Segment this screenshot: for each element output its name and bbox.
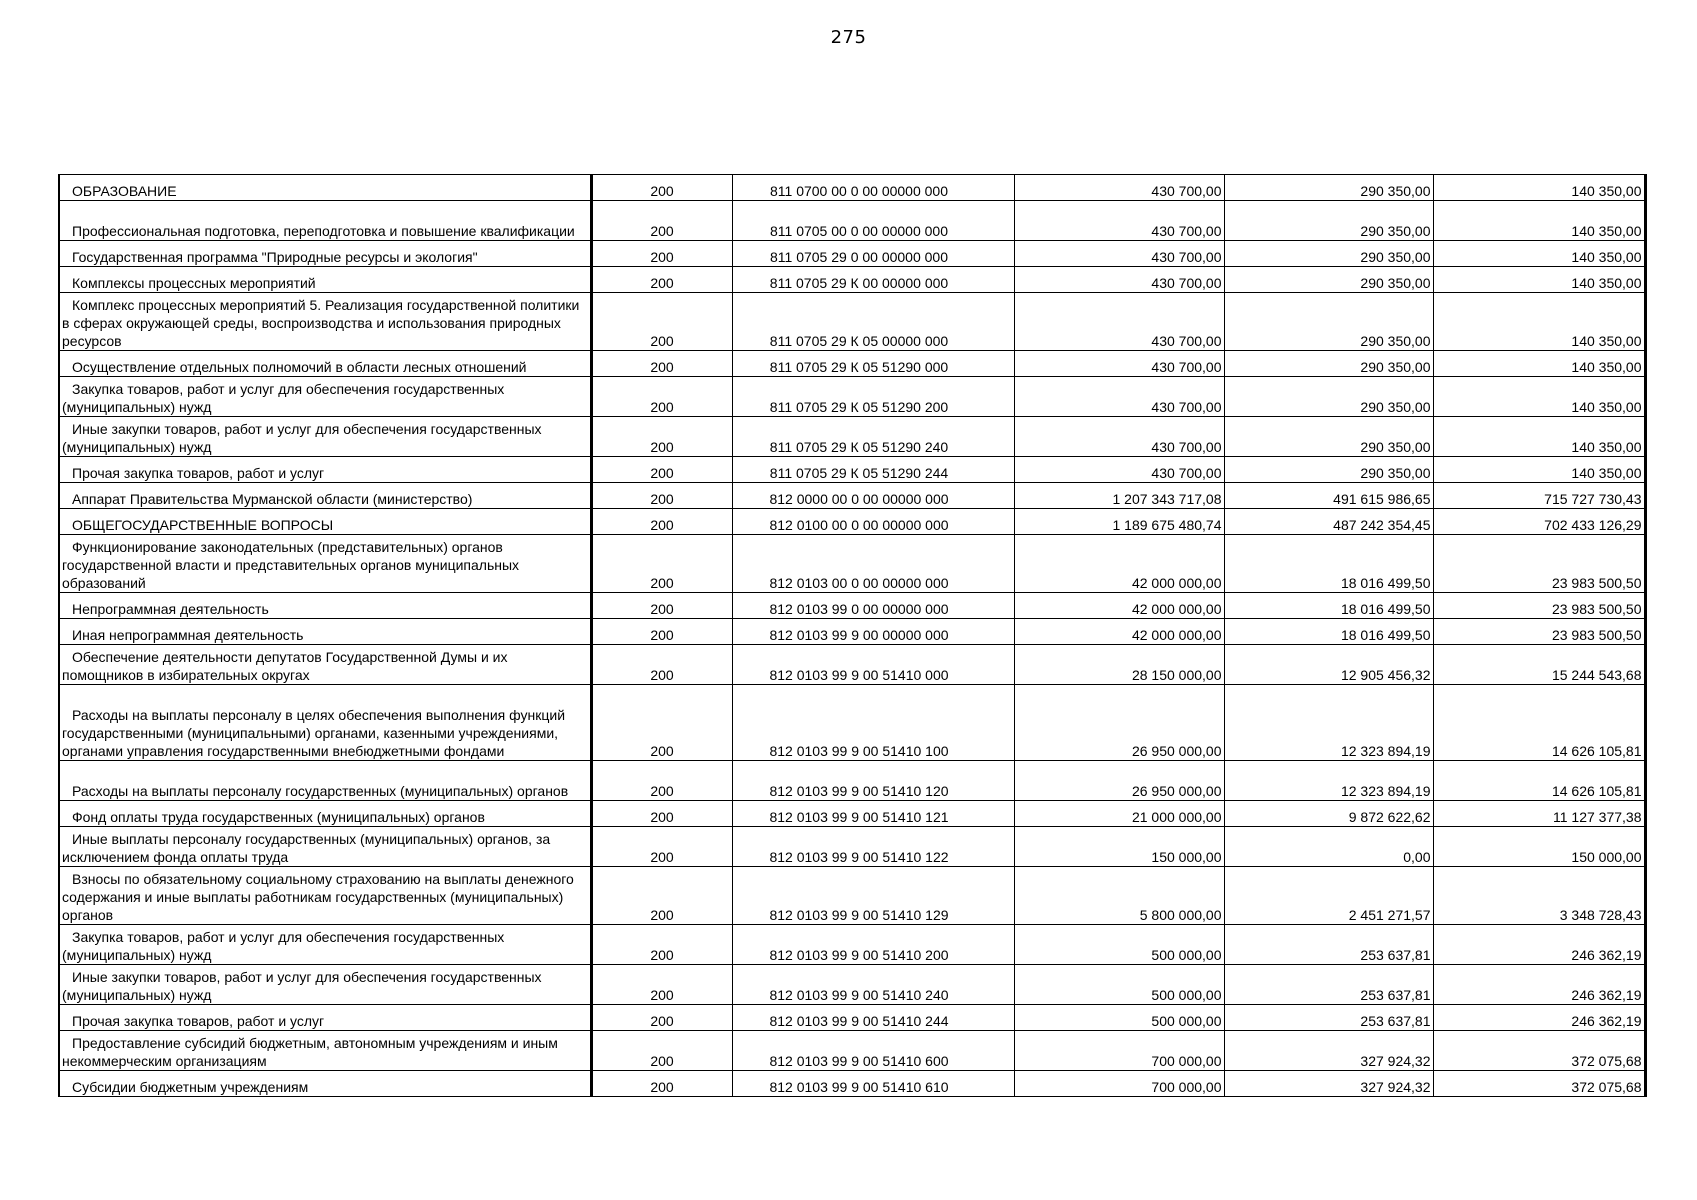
row-name-cell: [59, 417, 591, 457]
row-classification-code-cell: 812 0103 99 9 00 51410 200: [732, 925, 1014, 965]
row-approved-amount-cell: 430 700,00: [1014, 351, 1224, 377]
row-unexecuted-amount-cell: 702 433 126,29: [1433, 509, 1645, 535]
row-executed-amount-cell: 290 350,00: [1224, 351, 1433, 377]
row-executed-amount-cell: 491 615 986,65: [1224, 483, 1433, 509]
row-approved-amount-cell: 26 950 000,00: [1014, 761, 1224, 801]
table-row: [59, 483, 1645, 509]
row-approved-amount-cell: 500 000,00: [1014, 1005, 1224, 1031]
row-executed-amount-cell: 487 242 354,45: [1224, 509, 1433, 535]
row-unexecuted-amount-cell: 23 983 500,50: [1433, 593, 1645, 619]
row-name-text: Непрограммная деятельность: [72, 601, 269, 617]
row-executed-amount-cell: 290 350,00: [1224, 241, 1433, 267]
row-approved-amount-cell: 1 207 343 717,08: [1014, 483, 1224, 509]
row-name-cell: [59, 175, 591, 201]
row-executed-amount-cell: 18 016 499,50: [1224, 619, 1433, 645]
row-name-text: Осуществление отдельных полномочий в области лесных отношений: [72, 359, 527, 375]
row-approved-amount-cell: 42 000 000,00: [1014, 619, 1224, 645]
row-classification-code-cell: 812 0000 00 0 00 00000 000: [732, 483, 1014, 509]
table-row: [59, 509, 1645, 535]
row-unexecuted-amount-cell: 150 000,00: [1433, 827, 1645, 867]
row-approved-amount-cell: 26 950 000,00: [1014, 685, 1224, 761]
row-name-cell: [59, 1031, 591, 1071]
row-approved-amount-cell: 430 700,00: [1014, 457, 1224, 483]
row-line-code-cell: 200: [591, 351, 732, 377]
row-unexecuted-amount-cell: 372 075,68: [1433, 1031, 1645, 1071]
row-line-code-cell: 200: [591, 827, 732, 867]
row-executed-amount-cell: 327 924,32: [1224, 1031, 1433, 1071]
row-name-text: Предоставление субсидий бюджетным, автономным учреждениям и иным некоммерческим организациям: [62, 1035, 558, 1069]
row-unexecuted-amount-cell: 140 350,00: [1433, 293, 1645, 351]
row-executed-amount-cell: 12 323 894,19: [1224, 761, 1433, 801]
table-row: [59, 535, 1645, 593]
row-name-cell: [59, 965, 591, 1005]
row-unexecuted-amount-cell: 3 348 728,43: [1433, 867, 1645, 925]
row-line-code-cell: 200: [591, 377, 732, 417]
row-executed-amount-cell: 0,00: [1224, 827, 1433, 867]
table-row: [59, 351, 1645, 377]
row-approved-amount-cell: 5 800 000,00: [1014, 867, 1224, 925]
row-classification-code-cell: 812 0103 99 9 00 51410 600: [732, 1031, 1014, 1071]
table-row: [59, 241, 1645, 267]
row-line-code-cell: 200: [591, 417, 732, 457]
row-name-cell: [59, 827, 591, 867]
table-row: [59, 293, 1645, 351]
row-classification-code-cell: 811 0705 29 К 05 51290 244: [732, 457, 1014, 483]
row-name-cell: [59, 483, 591, 509]
table-row: [59, 761, 1645, 801]
row-line-code-cell: 200: [591, 761, 732, 801]
row-classification-code-cell: 812 0103 99 9 00 51410 610: [732, 1071, 1014, 1097]
row-unexecuted-amount-cell: 140 350,00: [1433, 201, 1645, 241]
row-executed-amount-cell: 290 350,00: [1224, 175, 1433, 201]
row-classification-code-cell: 812 0103 99 9 00 51410 121: [732, 801, 1014, 827]
row-line-code-cell: 200: [591, 867, 732, 925]
row-name-text: Расходы на выплаты персоналу в целях обеспечения выполнения функций государственными (муниципальными) органами, казенными учреждениями, органами управления государственными внебюджетными фондами: [62, 707, 566, 759]
row-classification-code-cell: 812 0103 99 9 00 51410 129: [732, 867, 1014, 925]
row-unexecuted-amount-cell: 140 350,00: [1433, 267, 1645, 293]
row-unexecuted-amount-cell: 15 244 543,68: [1433, 645, 1645, 685]
row-line-code-cell: 200: [591, 483, 732, 509]
row-name-cell: [59, 867, 591, 925]
row-line-code-cell: 200: [591, 1071, 732, 1097]
table-row: [59, 685, 1645, 761]
row-line-code-cell: 200: [591, 965, 732, 1005]
row-line-code-cell: 200: [591, 925, 732, 965]
row-line-code-cell: 200: [591, 241, 732, 267]
row-name-text: Иная непрограммная деятельность: [72, 627, 304, 643]
row-classification-code-cell: 812 0103 99 9 00 51410 120: [732, 761, 1014, 801]
table-row: [59, 1005, 1645, 1031]
row-unexecuted-amount-cell: 14 626 105,81: [1433, 685, 1645, 761]
row-classification-code-cell: 812 0103 99 0 00 00000 000: [732, 593, 1014, 619]
budget-execution-table: [58, 174, 1647, 1097]
row-classification-code-cell: 812 0100 00 0 00 00000 000: [732, 509, 1014, 535]
table-row: [59, 1071, 1645, 1097]
table-row: [59, 377, 1645, 417]
table-row: [59, 175, 1645, 201]
row-name-text: Прочая закупка товаров, работ и услуг: [72, 1013, 325, 1029]
row-name-text: Иные закупки товаров, работ и услуг для обеспечения государственных (муниципальных) нужд: [62, 969, 542, 1003]
row-executed-amount-cell: 18 016 499,50: [1224, 593, 1433, 619]
row-approved-amount-cell: 430 700,00: [1014, 417, 1224, 457]
row-line-code-cell: 200: [591, 685, 732, 761]
row-approved-amount-cell: 150 000,00: [1014, 827, 1224, 867]
table-row: [59, 1031, 1645, 1071]
row-classification-code-cell: 811 0705 29 К 05 00000 000: [732, 293, 1014, 351]
row-name-text: Аппарат Правительства Мурманской области (министерство): [72, 491, 473, 507]
row-executed-amount-cell: 290 350,00: [1224, 293, 1433, 351]
row-unexecuted-amount-cell: 140 350,00: [1433, 377, 1645, 417]
table-row: [59, 417, 1645, 457]
table-row: [59, 593, 1645, 619]
table-row: [59, 965, 1645, 1005]
row-approved-amount-cell: 21 000 000,00: [1014, 801, 1224, 827]
row-line-code-cell: 200: [591, 175, 732, 201]
row-approved-amount-cell: 42 000 000,00: [1014, 535, 1224, 593]
row-executed-amount-cell: 253 637,81: [1224, 1005, 1433, 1031]
row-unexecuted-amount-cell: 246 362,19: [1433, 965, 1645, 1005]
row-name-text: Расходы на выплаты персоналу государственных (муниципальных) органов: [72, 783, 569, 799]
row-executed-amount-cell: 9 872 622,62: [1224, 801, 1433, 827]
row-approved-amount-cell: 42 000 000,00: [1014, 593, 1224, 619]
row-name-cell: [59, 1005, 591, 1031]
row-name-cell: [59, 377, 591, 417]
row-approved-amount-cell: 430 700,00: [1014, 293, 1224, 351]
row-name-cell: [59, 201, 591, 241]
row-name-text: ОБЩЕГОСУДАРСТВЕННЫЕ ВОПРОСЫ: [72, 517, 334, 533]
table-row: [59, 925, 1645, 965]
row-line-code-cell: 200: [591, 509, 732, 535]
row-approved-amount-cell: 700 000,00: [1014, 1031, 1224, 1071]
row-name-text: Иные выплаты персоналу государственных (муниципальных) органов, за исключением фонда оплаты труда: [62, 831, 551, 865]
row-name-cell: [59, 593, 591, 619]
row-classification-code-cell: 812 0103 99 9 00 51410 240: [732, 965, 1014, 1005]
row-unexecuted-amount-cell: 715 727 730,43: [1433, 483, 1645, 509]
row-name-text: Профессиональная подготовка, переподготовка и повышение квалификации: [72, 223, 575, 239]
row-name-cell: [59, 925, 591, 965]
row-unexecuted-amount-cell: 11 127 377,38: [1433, 801, 1645, 827]
row-executed-amount-cell: 12 323 894,19: [1224, 685, 1433, 761]
row-executed-amount-cell: 18 016 499,50: [1224, 535, 1433, 593]
row-unexecuted-amount-cell: 14 626 105,81: [1433, 761, 1645, 801]
table-row: [59, 619, 1645, 645]
row-classification-code-cell: 811 0700 00 0 00 00000 000: [732, 175, 1014, 201]
row-classification-code-cell: 811 0705 29 К 05 51290 240: [732, 417, 1014, 457]
row-line-code-cell: 200: [591, 201, 732, 241]
row-name-cell: [59, 457, 591, 483]
row-unexecuted-amount-cell: 246 362,19: [1433, 925, 1645, 965]
row-name-text: ОБРАЗОВАНИЕ: [72, 183, 177, 199]
row-line-code-cell: 200: [591, 645, 732, 685]
row-name-text: Закупка товаров, работ и услуг для обеспечения государственных (муниципальных) нужд: [62, 381, 505, 415]
row-name-text: Прочая закупка товаров, работ и услуг: [72, 465, 325, 481]
row-executed-amount-cell: 2 451 271,57: [1224, 867, 1433, 925]
row-line-code-cell: 200: [591, 457, 732, 483]
table-row: [59, 867, 1645, 925]
row-name-cell: [59, 509, 591, 535]
row-line-code-cell: 200: [591, 593, 732, 619]
row-approved-amount-cell: 430 700,00: [1014, 175, 1224, 201]
row-classification-code-cell: 811 0705 29 К 05 51290 200: [732, 377, 1014, 417]
row-line-code-cell: 200: [591, 1031, 732, 1071]
row-name-cell: [59, 761, 591, 801]
row-executed-amount-cell: 290 350,00: [1224, 417, 1433, 457]
row-classification-code-cell: 811 0705 29 0 00 00000 000: [732, 241, 1014, 267]
row-unexecuted-amount-cell: 140 350,00: [1433, 457, 1645, 483]
row-name-cell: [59, 241, 591, 267]
row-unexecuted-amount-cell: 23 983 500,50: [1433, 619, 1645, 645]
row-line-code-cell: 200: [591, 267, 732, 293]
row-unexecuted-amount-cell: 246 362,19: [1433, 1005, 1645, 1031]
row-unexecuted-amount-cell: 140 350,00: [1433, 417, 1645, 457]
row-executed-amount-cell: 253 637,81: [1224, 965, 1433, 1005]
row-name-text: Обеспечение деятельности депутатов Государственной Думы и их помощников в избирательных округах: [62, 649, 508, 683]
row-name-text: Функционирование законодательных (представительных) органов государственной власти и представительных органов муниципальных образований: [62, 539, 520, 591]
row-executed-amount-cell: 253 637,81: [1224, 925, 1433, 965]
row-classification-code-cell: 812 0103 99 9 00 51410 000: [732, 645, 1014, 685]
row-approved-amount-cell: 500 000,00: [1014, 965, 1224, 1005]
row-executed-amount-cell: 290 350,00: [1224, 267, 1433, 293]
row-name-cell: [59, 535, 591, 593]
table-row: [59, 827, 1645, 867]
row-name-text: Закупка товаров, работ и услуг для обеспечения государственных (муниципальных) нужд: [62, 929, 505, 963]
row-approved-amount-cell: 1 189 675 480,74: [1014, 509, 1224, 535]
row-name-text: Фонд оплаты труда государственных (муниципальных) органов: [72, 809, 485, 825]
row-executed-amount-cell: 12 905 456,32: [1224, 645, 1433, 685]
row-name-cell: [59, 293, 591, 351]
row-unexecuted-amount-cell: 372 075,68: [1433, 1071, 1645, 1097]
row-approved-amount-cell: 500 000,00: [1014, 925, 1224, 965]
row-name-cell: [59, 619, 591, 645]
row-approved-amount-cell: 430 700,00: [1014, 267, 1224, 293]
row-name-cell: [59, 801, 591, 827]
table-row: [59, 801, 1645, 827]
row-approved-amount-cell: 430 700,00: [1014, 241, 1224, 267]
row-name-text: Государственная программа "Природные ресурсы и экология": [72, 249, 478, 265]
table-row: [59, 645, 1645, 685]
row-line-code-cell: 200: [591, 535, 732, 593]
row-classification-code-cell: 811 0705 29 К 00 00000 000: [732, 267, 1014, 293]
row-classification-code-cell: 812 0103 99 9 00 51410 122: [732, 827, 1014, 867]
row-approved-amount-cell: 28 150 000,00: [1014, 645, 1224, 685]
row-name-text: Иные закупки товаров, работ и услуг для обеспечения государственных (муниципальных) нужд: [62, 421, 542, 455]
row-executed-amount-cell: 290 350,00: [1224, 201, 1433, 241]
row-classification-code-cell: 811 0705 29 К 05 51290 000: [732, 351, 1014, 377]
row-name-text: Комплексы процессных мероприятий: [72, 275, 316, 291]
table-row: [59, 267, 1645, 293]
row-executed-amount-cell: 290 350,00: [1224, 457, 1433, 483]
row-classification-code-cell: 812 0103 99 9 00 51410 100: [732, 685, 1014, 761]
row-executed-amount-cell: 290 350,00: [1224, 377, 1433, 417]
row-approved-amount-cell: 700 000,00: [1014, 1071, 1224, 1097]
row-classification-code-cell: 812 0103 00 0 00 00000 000: [732, 535, 1014, 593]
row-line-code-cell: 200: [591, 801, 732, 827]
row-name-text: Комплекс процессных мероприятий 5. Реализация государственной политики в сферах окружающей среды, воспроизводства и использования природных ресурсов: [62, 297, 580, 349]
row-name-cell: [59, 685, 591, 761]
row-approved-amount-cell: 430 700,00: [1014, 377, 1224, 417]
row-classification-code-cell: 812 0103 99 9 00 00000 000: [732, 619, 1014, 645]
table-row: [59, 457, 1645, 483]
row-unexecuted-amount-cell: 140 350,00: [1433, 175, 1645, 201]
table-row: [59, 201, 1645, 241]
row-name-cell: [59, 351, 591, 377]
row-line-code-cell: 200: [591, 619, 732, 645]
row-classification-code-cell: 811 0705 00 0 00 00000 000: [732, 201, 1014, 241]
row-line-code-cell: 200: [591, 293, 732, 351]
row-approved-amount-cell: 430 700,00: [1014, 201, 1224, 241]
row-unexecuted-amount-cell: 23 983 500,50: [1433, 535, 1645, 593]
table-body: [59, 175, 1645, 1097]
row-classification-code-cell: 812 0103 99 9 00 51410 244: [732, 1005, 1014, 1031]
row-name-cell: [59, 645, 591, 685]
row-name-text: Взносы по обязательному социальному страхованию на выплаты денежного содержания и иные выплаты работникам государственных (муниципальных) органов: [62, 871, 574, 923]
row-executed-amount-cell: 327 924,32: [1224, 1071, 1433, 1097]
page-number: 275: [830, 27, 867, 48]
row-unexecuted-amount-cell: 140 350,00: [1433, 351, 1645, 377]
row-name-text: Субсидии бюджетным учреждениям: [72, 1079, 309, 1095]
row-line-code-cell: 200: [591, 1005, 732, 1031]
row-unexecuted-amount-cell: 140 350,00: [1433, 241, 1645, 267]
row-name-cell: [59, 267, 591, 293]
row-name-cell: [59, 1071, 591, 1097]
